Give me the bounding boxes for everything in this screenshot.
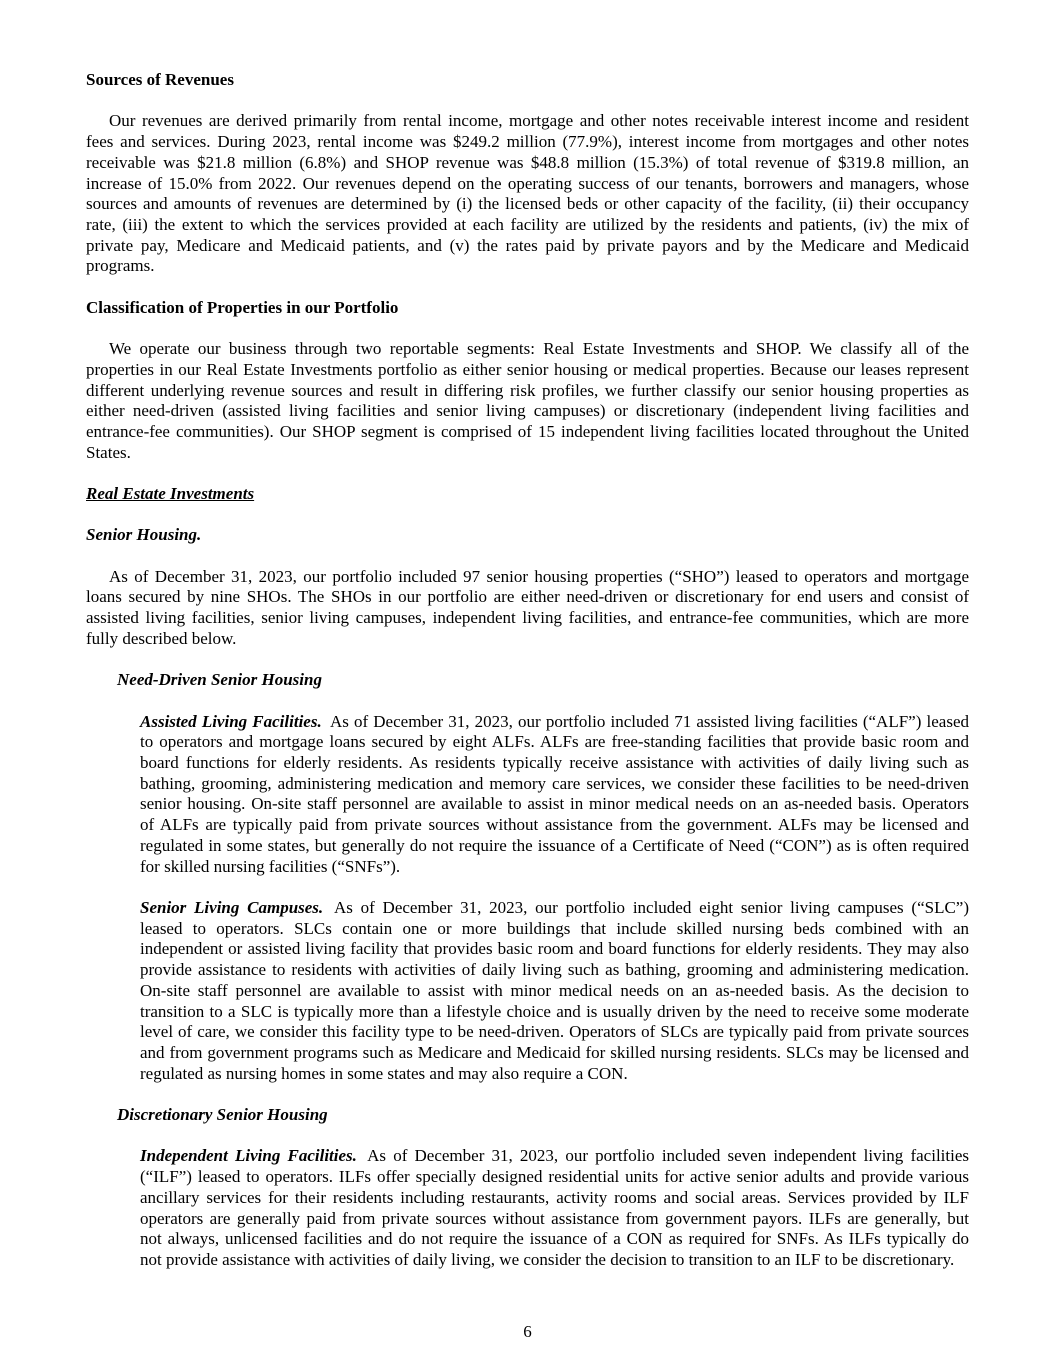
- classification-paragraph: [86, 339, 969, 463]
- independent-living-facilities-paragraph: [140, 1146, 969, 1270]
- heading-sources-of-revenues: Sources of Revenues: [86, 70, 234, 89]
- text-line: (“ILF”) leased to operators. ILFs offer specially designed residential units for active senior adults and provide various: [140, 1167, 969, 1187]
- text-line: States.: [86, 442, 131, 462]
- text-line: [140, 712, 969, 733]
- paragraph-lead-in: Senior Living Campuses.: [140, 897, 324, 917]
- text-line: regulated in some states, but generally do not require the issuance of a Certificate of Need (“CON”) as is often required: [140, 835, 969, 855]
- paragraph-lead-in: Assisted Living Facilities.: [140, 711, 322, 731]
- text-line: fees and services. During 2023, rental income was $249.2 million (77.9%), interest income from mortgages and other notes: [86, 132, 969, 152]
- text-line: different underlying revenue sources and result in differing risk profiles, we further classify our senior housing properties as: [86, 380, 969, 400]
- text-line: Our revenues are derived primarily from rental income, mortgage and other notes receivable interest income and resident: [109, 111, 969, 131]
- text-line: regulated as nursing homes in some states and may also require a CON.: [140, 1063, 628, 1083]
- text-line: provide assistance to residents with activities of daily living such as bathing, grooming and administering medication.: [140, 960, 969, 980]
- page-number: 6: [523, 1322, 532, 1341]
- heading-discretionary-senior-housing: Discretionary Senior Housing: [117, 1105, 328, 1124]
- text-line: private pay, Medicare and Medicaid patients, and (v) the rates paid by private payors and by the Medicare and Medicaid: [86, 235, 969, 255]
- heading-need-driven-senior-housing: Need-Driven Senior Housing: [117, 670, 322, 690]
- text-line: either need-driven (assisted living facilities and senior living campuses) or discretionary (independent living facilities and: [86, 401, 969, 421]
- text-line-content: As of December 31, 2023, our portfolio included seven independent living facilities: [367, 1146, 969, 1166]
- text-line: leased to operators. SLCs contain one or more buildings that include skilled nursing beds combined with an: [140, 918, 969, 938]
- text-line: for skilled nursing facilities (“SNFs”).: [140, 856, 401, 876]
- text-line: independent or assisted living facility that provides basic room and board functions for elderly residents. They may also: [140, 939, 969, 959]
- text-line: [140, 1146, 969, 1167]
- text-line: bathing, grooming, administering medication and memory care services, we consider these facilities to be need-driven: [140, 773, 969, 793]
- paragraph-lead-in: Independent Living Facilities.: [140, 1146, 357, 1166]
- assisted-living-facilities-paragraph: [140, 712, 969, 878]
- senior-living-campuses-paragraph: [140, 898, 969, 1084]
- text-line: properties in our Real Estate Investments portfolio as either senior housing or medical properties. Because our leases represent: [86, 359, 969, 379]
- heading-senior-housing: Senior Housing.: [86, 525, 202, 545]
- text-line: As of December 31, 2023, our portfolio included 97 senior housing properties (“SHO”) leased to operators and mortgage: [109, 566, 969, 586]
- text-line: We operate our business through two reportable segments: Real Estate Investments and SHOP. We classify all of the: [109, 339, 969, 359]
- senior-housing-paragraph: [86, 567, 969, 650]
- text-line: programs.: [86, 256, 155, 276]
- text-line: ancillary services for their residents including restaurants, activity rooms and social areas. Services provided by ILF: [140, 1187, 969, 1207]
- text-line-content: As of December 31, 2023, our portfolio included eight senior living campuses (“SLC”): [334, 897, 969, 917]
- text-line: board functions for elderly residents. As residents typically receive assistance with activities of daily living such as: [140, 753, 969, 773]
- text-line: operators are generally paid from private sources without assistance from government payors. ILFs are generally, but: [140, 1208, 969, 1228]
- sources-of-revenues-paragraph: [86, 111, 969, 277]
- text-line: On-site staff personnel are available to assist with minor medical needs on an as-needed basis. As the decision to: [140, 980, 969, 1000]
- text-line: senior housing. On-site staff personnel are available to assist in minor medical needs on an as-needed basis. Operators: [140, 794, 969, 814]
- text-line: rate, (iii) the extent to which the services provided at each facility are utilized by the residents and patients, (iv) the mix of: [86, 214, 969, 234]
- text-line: [140, 898, 969, 919]
- text-line: loans secured by nine SHOs. The SHOs in our portfolio are either need-driven or discretionary for end users and consist of: [86, 587, 969, 607]
- text-line: fully described below.: [86, 628, 237, 648]
- text-line: sources and amounts of revenues are determined by (i) the licensed beds or other capacity of the facility, (ii) their occupancy: [86, 194, 969, 214]
- text-line: and from government programs such as Medicare and Medicaid for skilled nursing residents. SLCs may be licensed and: [140, 1042, 969, 1062]
- text-line: to operators and mortgage loans secured by eight ALFs. ALFs are free-standing facilities that provide basic room and: [140, 732, 969, 752]
- document-page: [86, 70, 969, 1291]
- text-line: not provide assistance with activities of daily living, we consider the decision to transition to an ILF to be discretionary.: [140, 1249, 955, 1269]
- text-line: of ALFs are typically paid from private sources without assistance from the government. ALFs may be licensed and: [140, 815, 969, 835]
- text-line: increase of 15.0% from 2022. Our revenues depend on the operating success of our tenants, borrowers and managers, whose: [86, 173, 969, 193]
- text-line: level of care, we consider this facility type to be need-driven. Operators of SLCs are typically paid from private sources: [140, 1022, 969, 1042]
- text-line: receivable was $21.8 million (6.8%) and SHOP revenue was $48.8 million (15.3%) of total revenue of $319.8 million, an: [86, 152, 969, 172]
- heading-classification-of-properties: Classification of Properties in our Portfolio: [86, 297, 399, 317]
- text-line: entrance-fee communities). Our SHOP segment is comprised of 15 independent living facilities located throughout the United: [86, 421, 969, 441]
- text-line-content: As of December 31, 2023, our portfolio included 71 assisted living facilities (“ALF”) leased: [329, 711, 970, 731]
- text-line: assisted living facilities, senior living campuses, independent living facilities, and entrance-fee communities, which are more: [86, 608, 969, 628]
- text-line: transition to a SLC is typically more than a lifestyle choice and is usually driven by the need to receive some moderate: [140, 1001, 969, 1021]
- heading-real-estate-investments-text: Real Estate Investments: [86, 484, 255, 503]
- heading-real-estate-investments: [86, 484, 969, 505]
- text-line: not always, unlicensed facilities and do not require the issuance of a CON as required for SNFs. As ILFs typically do: [140, 1229, 969, 1249]
